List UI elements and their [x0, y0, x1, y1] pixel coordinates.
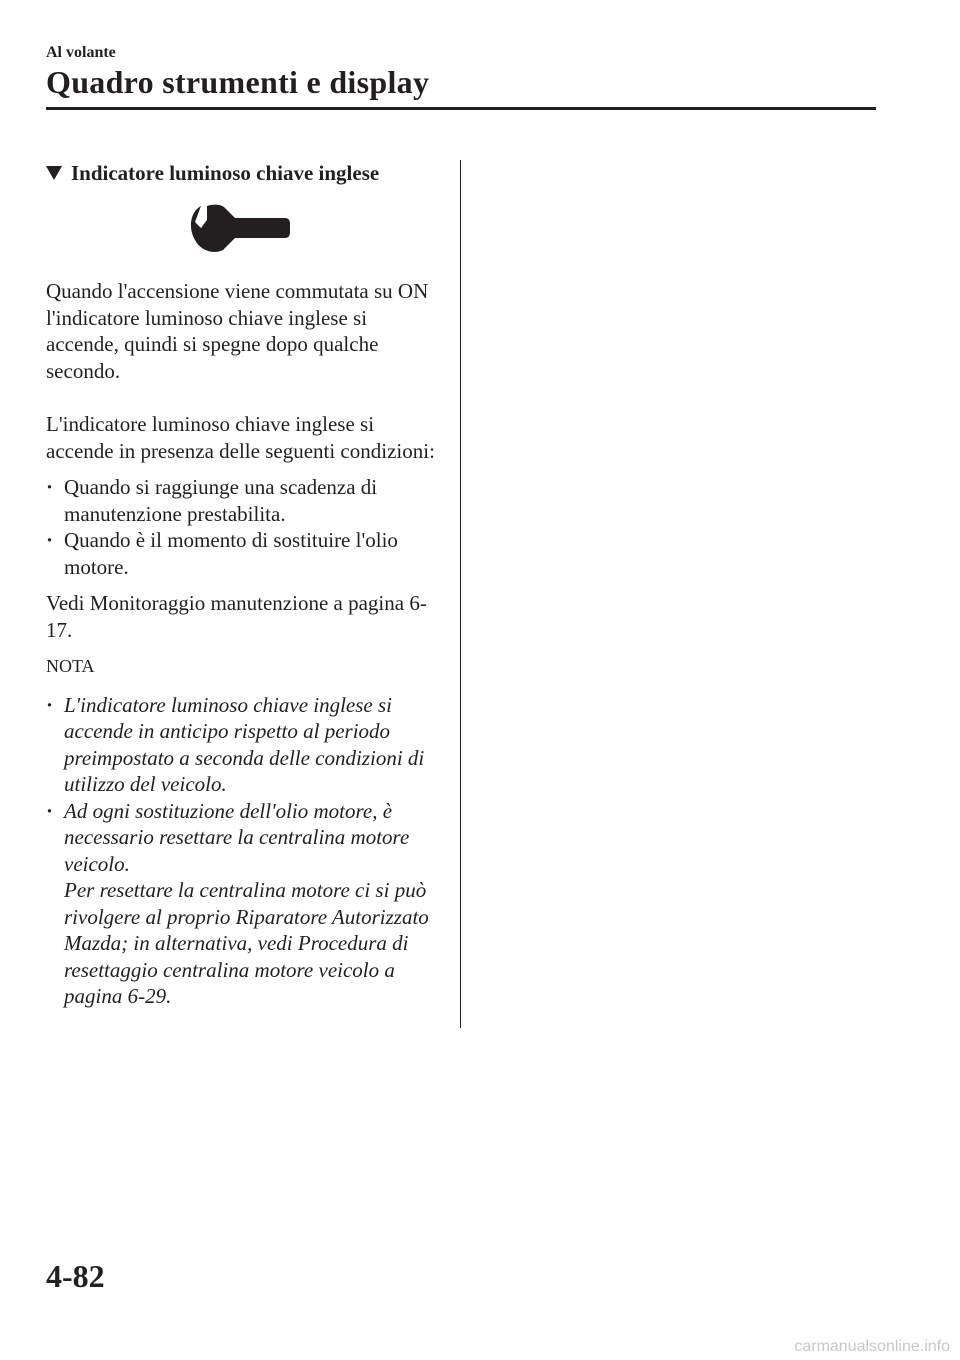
list-item: · Quando si raggiunge una scadenza di manutenzione prestabilita. [46, 474, 438, 527]
chapter-title: Quadro strumenti e display [46, 64, 430, 100]
page-number: 4-82 [46, 1258, 105, 1294]
column-divider [460, 160, 461, 1028]
section-heading [46, 158, 438, 188]
list-item [46, 798, 438, 1010]
content-column [46, 158, 438, 1010]
watermark: carmanualsonline.info [794, 1338, 950, 1355]
condition-list [46, 474, 438, 580]
paragraph-1: Quando l'accensione viene commutata su ON l'indicatore luminoso chiave inglese si accende, quindi si spegne dopo qualche secondo. [46, 279, 429, 383]
icon-container [46, 202, 438, 266]
note-list [46, 692, 438, 1010]
section-label: Al volante [46, 44, 116, 61]
paragraph-2: L'indicatore luminoso chiave inglese si accende in presenza delle seguenti condizioni: [46, 412, 435, 463]
section-heading-text: Indicatore luminoso chiave inglese [71, 161, 380, 185]
note-label: NOTA [46, 656, 95, 676]
triangle-bullet-icon [46, 166, 62, 180]
note-text-continued: Per resettare la centralina motore ci si può rivolgere al proprio Riparatore Autorizzato Mazda; in alternativa, vedi Procedura di resettaggio centralina motore veicolo a pagina 6-29. [64, 878, 429, 1008]
list-item: · L'indicatore luminoso chiave inglese si accende in anticipo rispetto al periodo preimpostato a seconda delle condizioni di utilizzo del veicolo. [46, 692, 438, 798]
note-text: Ad ogni sostituzione dell'olio motore, è necessario resettare la centralina motore veicolo. [64, 798, 410, 876]
list-item: · Quando è il momento di sostituire l'olio motore. [46, 527, 438, 580]
header-rule [46, 107, 876, 110]
wrench-icon [187, 202, 291, 264]
reference-text: Vedi Monitoraggio manutenzione a pagina 6-17. [46, 591, 427, 642]
